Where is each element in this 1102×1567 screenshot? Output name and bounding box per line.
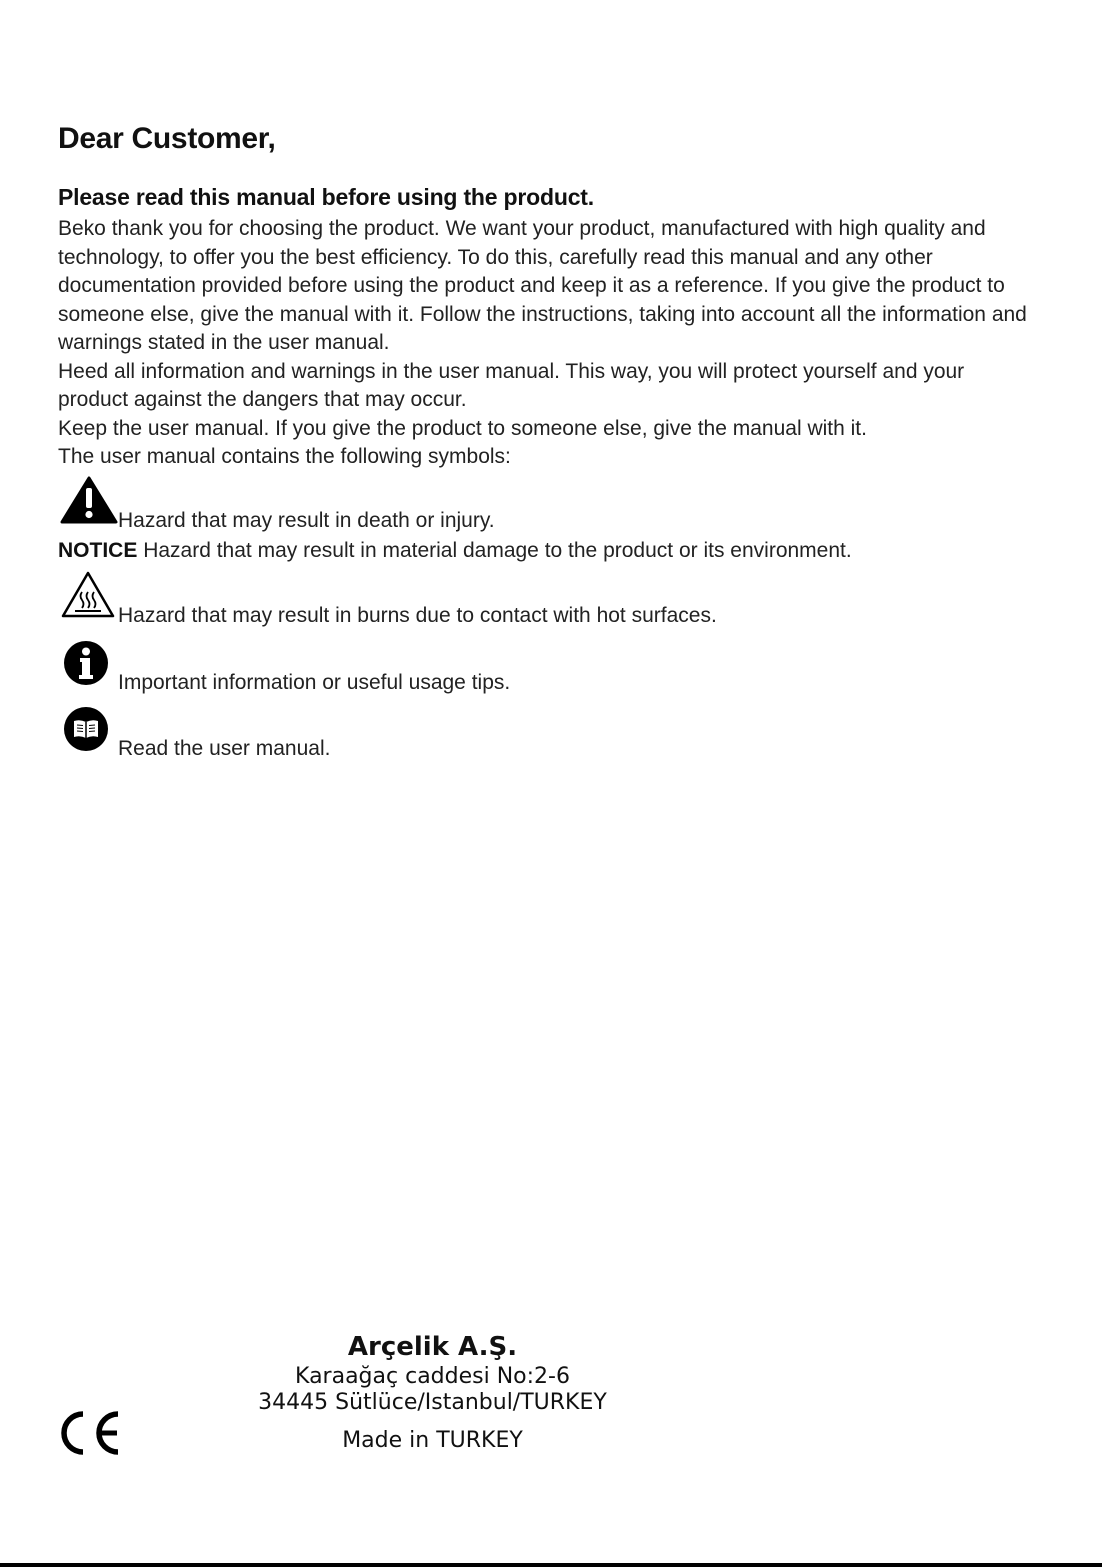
- symbol-row-info: [58, 638, 958, 698]
- symbol-row-notice: [58, 539, 1008, 567]
- intro-paragraph-2: Heed all information and warnings in the user manual. This way, you will protect yourself and your product against the dangers that may occur.: [58, 359, 965, 411]
- symbol-row-hazard: [58, 476, 958, 536]
- manual-text: Read the user manual.: [118, 737, 331, 760]
- symbol-row-hot-surface: [58, 570, 958, 630]
- hazard-text: Hazard that may result in death or injury.: [118, 509, 495, 532]
- notice-label: NOTICE: [58, 539, 138, 562]
- greeting-heading: Dear Customer,: [58, 122, 276, 155]
- warning-triangle-icon: [60, 476, 118, 524]
- info-icon: [63, 640, 109, 686]
- manual-book-icon: [63, 706, 109, 752]
- intro-paragraph-1: Beko thank you for choosing the product. We want your product, manufactured with high quality and technology, to offer you the best efficiency. To do this, carefully read this manual and any other documentation provided before using the product and keep it as a reference. If you give the product to someone else, give the manual with it. Follow the instructions, taking into account all the information and warnings stated in the user manual.: [58, 217, 1027, 354]
- intro-paragraph-4: The user manual contains the following symbols:: [58, 445, 511, 468]
- address-line-2: 34445 Sütlüce/Istanbul/TURKEY: [258, 1390, 607, 1415]
- manufacturer-info: [240, 1330, 625, 1454]
- address-line-1: Karaağaç caddesi No:2-6: [295, 1364, 570, 1389]
- hot-surface-icon: [60, 570, 116, 620]
- made-in-text: Made in TURKEY: [342, 1428, 523, 1453]
- hot-surface-text: Hazard that may result in burns due to contact with hot surfaces.: [118, 604, 717, 627]
- read-manual-subheading: Please read this manual before using the product.: [58, 184, 594, 210]
- notice-text: Hazard that may result in material damage to the product or its environment.: [143, 539, 852, 562]
- symbol-row-manual: [58, 704, 958, 764]
- info-text: Important information or useful usage tips.: [118, 671, 511, 694]
- intro-paragraph-3: Keep the user manual. If you give the product to someone else, give the manual with it.: [58, 416, 867, 440]
- intro-text: [58, 215, 1038, 472]
- company-name: Arçelik A.Ş.: [347, 1332, 518, 1362]
- page-bottom-rule: [0, 1563, 1102, 1567]
- ce-mark-icon: [55, 1408, 125, 1458]
